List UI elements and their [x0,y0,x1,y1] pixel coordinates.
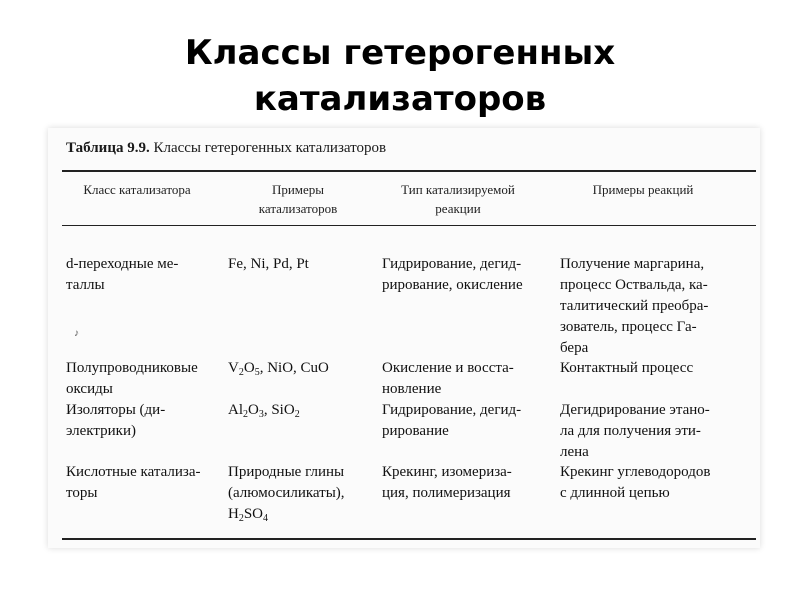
table-row-2-class: Полупроводниковые оксиды [66,360,198,397]
table-row-1-type: Гидрирование, дегид- рирование, окисление [382,256,523,293]
scanned-table-image [48,128,760,548]
table-row-2-reactions: Контактный процесс [560,360,694,376]
table-row-4-reactions: Крекинг углеводородов с длинной цепью [560,464,711,501]
header-class: Класс катализатора [83,182,191,197]
table-row-2-type: Окисление и восста- новление [382,360,514,397]
table-caption [66,140,386,157]
table-row-1-reactions: Получение маргарина, процесс Оствальда, ка- талитический преобра- зователь, процесс Га- бера [560,256,709,356]
table-row-3-reactions: Дегидрирование этано- ла для получения эти- лена [560,402,710,460]
table-row-1-examples: Fe, Ni, Pd, Pt [228,256,309,272]
table-row-3-class: Изоляторы (ди- электрики) [66,402,166,439]
header-reaction-type: Тип катализируемой реакции [401,182,515,216]
table-row-1-class: d-переходные ме- таллы [66,256,179,293]
table-caption-number: Таблица 9.9. [66,140,150,156]
table-header-rule [62,225,756,226]
table-row-3-type: Гидрирование, дегид- рирование [382,402,522,439]
table-row-4-examples: Природные глины (алюмосиликаты), $H_2SO_4$ [228,464,345,524]
slide-title-line-2: катализаторов [253,79,547,119]
table-row-2-examples: $V_2O_5$, NiO, CuO [228,360,329,378]
table-bottom-rule [62,538,756,540]
table-row-4-type: Крекинг, изомериза- ция, полимеризация [382,464,512,501]
slide-title-line-1: Классы гетерогенных [184,33,616,73]
header-examples: Примеры катализаторов [258,182,338,216]
table-row-4-class: Кислотные катализа- торы [66,464,201,501]
table-top-rule [62,170,756,172]
table-row-3-examples: $Al_2O_3$, SiO$_2$ [228,402,300,420]
slide-title [0,30,800,122]
header-reaction-examples: Примеры реакций [592,182,694,197]
table-caption-text: Классы гетерогенных катализаторов [149,140,387,156]
stray-mark: ♪ [74,328,79,339]
